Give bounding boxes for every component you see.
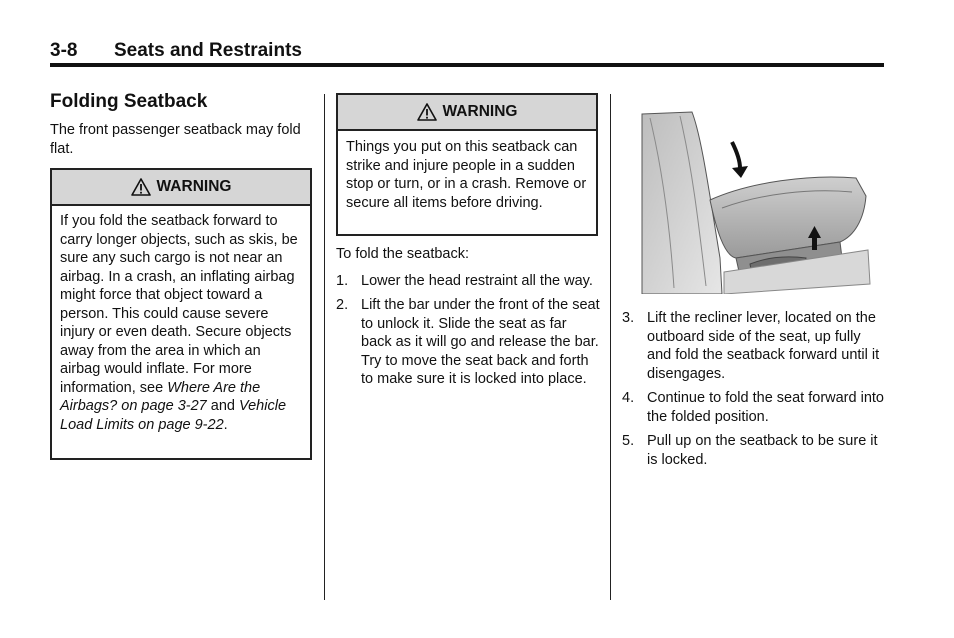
warning-text: If you fold the seatback forward to carry longer objects, such as skis, be sure any such cargo is not near an airbag. In a crash, an inflating airbag might force that object toward a person. This could cause severe injury or even death. Secure objects away from the area in which an airbag would inflate. For more information, see Where Are the Airbags? on page 3-27 and Vehicle Load Limits on page 9-22. [60,213,298,433]
section-intro: The front passenger seatback may fold flat. [50,122,301,157]
list-item: 4. Continue to fold the seat forward into the folded position. [622,390,884,425]
chapter-title: Seats and Restraints [114,40,302,61]
warning-header [338,95,596,131]
column-2-text [336,245,600,395]
warning-triangle-icon [417,103,437,121]
warning-triangle-icon [131,178,151,196]
list-item: 1. Lower the head restraint all the way. [336,272,593,289]
column-divider [324,94,325,600]
list-item: 2. Lift the bar under the front of the seat to unlock it. Slide the seat as far back as it will go and release the bar. Try to move the seat back and forth to make sure it is locked into place. [336,297,600,387]
warning-box [336,93,598,236]
page-header [50,38,884,64]
arrow-down-icon [732,142,748,178]
warning-box [50,168,312,460]
step-list [336,272,600,389]
step-list [622,309,886,469]
list-item: 3. Lift the recliner lever, located on the outboard side of the seat, up fully and fold the seatback forward until it disengages. [622,310,880,382]
column-1 [50,91,312,158]
procedure-intro: To fold the seatback: [336,246,469,262]
warning-label: WARNING [156,178,232,195]
section-title: Folding Seatback [50,91,208,112]
page-number: 3-8 [50,40,78,61]
column-3-text [622,309,886,475]
warning-label: WARNING [442,103,518,120]
seat-illustration [640,108,872,294]
header-rule [50,63,884,67]
cross-reference-link[interactable]: Vehicle Load Limits on page 9-22 [60,398,287,433]
cross-reference-link[interactable]: Where Are the Airbags? on page 3-27 [60,379,261,414]
warning-header [52,170,310,206]
column-divider [610,94,611,600]
list-item: 5. Pull up on the seatback to be sure it is locked. [622,433,878,468]
warning-text: Things you put on this seatback can strike and injure people in a sudden stop or turn, or in a crash. Remove or secure all items before driving. [346,139,587,211]
